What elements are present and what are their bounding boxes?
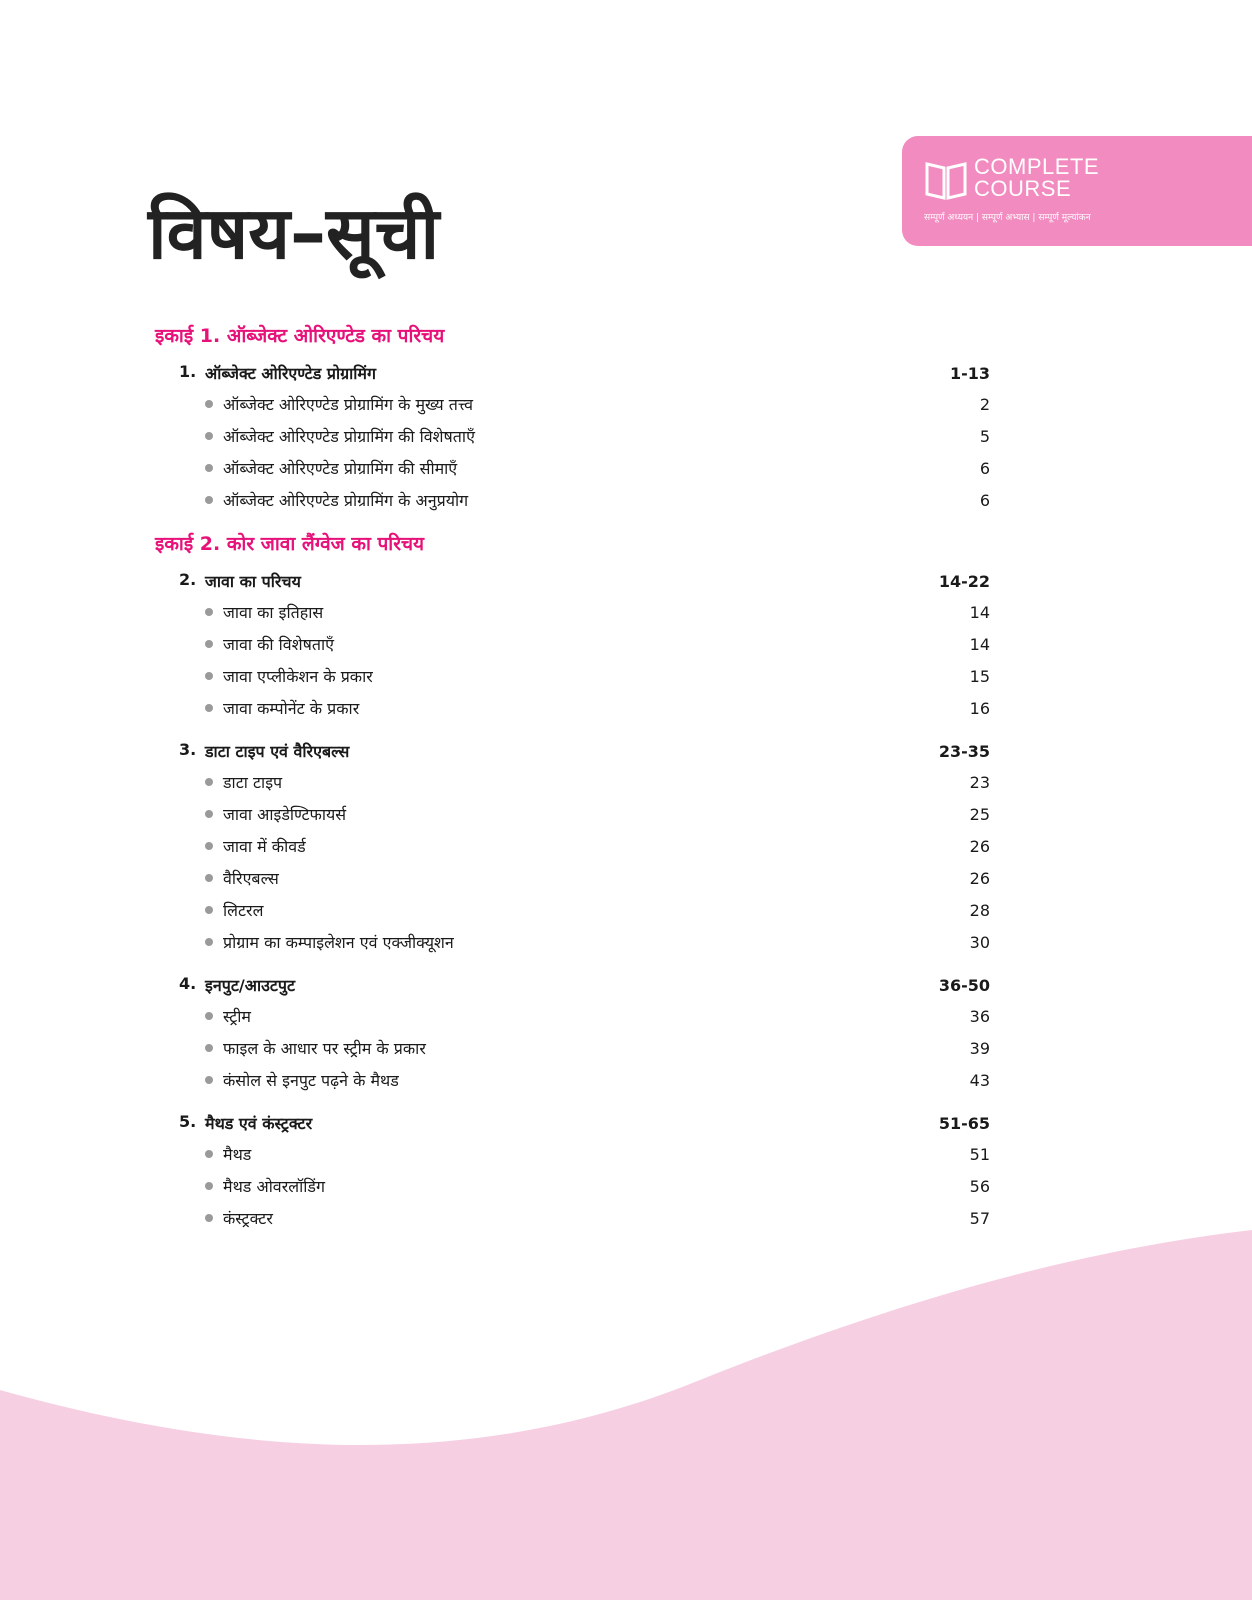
- chapter-title: [179, 1112, 312, 1134]
- topic-title: [205, 835, 306, 857]
- topic-name: कंस्ट्रक्टर: [223, 1209, 273, 1228]
- topic-row: [155, 894, 990, 926]
- chapter-page-range: 36-50: [938, 975, 990, 995]
- chapter-page-range: 51-65: [938, 1113, 990, 1133]
- chapter-title: [179, 974, 295, 996]
- topic-title: [205, 867, 279, 889]
- brand-badge: [902, 136, 1252, 246]
- topic-title: [205, 771, 282, 793]
- bullet-icon: [205, 1214, 213, 1222]
- topic-name: कंसोल से इनपुट पढ़ने के मैथड: [223, 1071, 399, 1090]
- brand-name-line2: COURSE: [974, 176, 1072, 201]
- topic-page-number: 14: [969, 602, 990, 622]
- chapter-block: [155, 736, 990, 958]
- unit-heading: इकाई 1. ऑब्जेक्ट ओरिएण्टेड का परिचय: [155, 325, 445, 347]
- open-book-icon: [924, 160, 968, 200]
- topic-name: लिटरल: [223, 901, 264, 920]
- topic-name: ऑब्जेक्ट ओरिएण्टेड प्रोग्रामिंग के मुख्य तत्त्व: [223, 395, 473, 414]
- chapter-number: 1.: [179, 362, 197, 381]
- topic-name: जावा की विशेषताएँ: [223, 635, 334, 654]
- chapter-row: [155, 736, 990, 766]
- chapter-page-range: 1-13: [949, 363, 990, 383]
- topic-page-number: 51: [969, 1144, 990, 1164]
- bullet-icon: [205, 778, 213, 786]
- chapter-page-range: 14-22: [938, 571, 990, 591]
- bullet-icon: [205, 400, 213, 408]
- topic-title: [205, 457, 457, 479]
- topic-title: [205, 1175, 325, 1197]
- page-title: विषय–सूची: [148, 191, 440, 275]
- bullet-icon: [205, 672, 213, 680]
- table-of-contents: [155, 322, 990, 1246]
- topic-name: फाइल के आधार पर स्ट्रीम के प्रकार: [223, 1039, 426, 1058]
- chapter-name: मैथड एवं कंस्ट्रक्टर: [205, 1114, 313, 1133]
- bullet-icon: [205, 1150, 213, 1158]
- topic-page-number: 57: [969, 1208, 990, 1228]
- topic-title: [205, 601, 323, 623]
- topic-row: [155, 452, 990, 484]
- topic-page-number: 43: [969, 1070, 990, 1090]
- topic-name: ऑब्जेक्ट ओरिएण्टेड प्रोग्रामिंग के अनुप्रयोग: [223, 491, 469, 510]
- topic-row: [155, 1202, 990, 1234]
- topic-title: [205, 899, 263, 921]
- bullet-icon: [205, 938, 213, 946]
- topic-title: [205, 1143, 251, 1165]
- chapter-row: [155, 1108, 990, 1138]
- chapter-name: इनपुट/आउटपुट: [205, 976, 296, 995]
- topic-title: [205, 425, 475, 447]
- bullet-icon: [205, 464, 213, 472]
- chapter-title: [179, 740, 349, 762]
- topic-name: स्ट्रीम: [223, 1007, 252, 1026]
- topic-row: [155, 830, 990, 862]
- chapter-block: [155, 358, 990, 516]
- topic-title: [205, 931, 454, 953]
- topic-row: [155, 798, 990, 830]
- topic-row: [155, 660, 990, 692]
- topic-title: [205, 633, 334, 655]
- brand-name-line1: COMPLETE: [974, 154, 1100, 179]
- chapter-title: [179, 570, 301, 592]
- topic-name: जावा कम्पोनेंट के प्रकार: [223, 699, 360, 718]
- topic-page-number: 28: [969, 900, 990, 920]
- bullet-icon: [205, 704, 213, 712]
- topic-row: [155, 484, 990, 516]
- background-wave: [0, 1230, 1252, 1600]
- bullet-icon: [205, 1182, 213, 1190]
- chapter-name: जावा का परिचय: [205, 572, 301, 591]
- topic-title: [205, 803, 346, 825]
- topic-page-number: 2: [979, 394, 990, 414]
- topic-name: जावा एप्लीकेशन के प्रकार: [223, 667, 373, 686]
- topic-row: [155, 1000, 990, 1032]
- chapter-number: 4.: [179, 974, 197, 993]
- chapter-page-range: 23-35: [938, 741, 990, 761]
- chapter-number: 5.: [179, 1112, 197, 1131]
- topic-row: [155, 420, 990, 452]
- topic-page-number: 6: [979, 490, 990, 510]
- topic-page-number: 6: [979, 458, 990, 478]
- chapter-number: 2.: [179, 570, 197, 589]
- topic-name: जावा का इतिहास: [223, 603, 324, 622]
- topic-title: [205, 1069, 399, 1091]
- topic-name: मैथड: [223, 1145, 252, 1164]
- topic-name: ऑब्जेक्ट ओरिएण्टेड प्रोग्रामिंग की विशेषताएँ: [223, 427, 475, 446]
- bullet-icon: [205, 1044, 213, 1052]
- topic-page-number: 56: [969, 1176, 990, 1196]
- unit-heading: इकाई 2. कोर जावा लैंग्वेज का परिचय: [155, 533, 425, 555]
- topic-page-number: 26: [969, 836, 990, 856]
- bullet-icon: [205, 842, 213, 850]
- topic-title: [205, 1005, 251, 1027]
- chapter-block: [155, 970, 990, 1096]
- topic-row: [155, 1032, 990, 1064]
- chapter-number: 3.: [179, 740, 197, 759]
- topic-row: [155, 926, 990, 958]
- topic-row: [155, 1138, 990, 1170]
- chapter-block: [155, 1108, 990, 1234]
- topic-title: [205, 1037, 426, 1059]
- topic-name: मैथड ओवरलॉडिंग: [223, 1177, 325, 1196]
- topic-name: जावा में कीवर्ड: [223, 837, 306, 856]
- topic-page-number: 5: [979, 426, 990, 446]
- topic-page-number: 30: [969, 932, 990, 952]
- bullet-icon: [205, 810, 213, 818]
- topic-row: [155, 388, 990, 420]
- chapter-title: [179, 362, 376, 384]
- topic-page-number: 16: [969, 698, 990, 718]
- topic-title: [205, 489, 468, 511]
- topic-page-number: 36: [969, 1006, 990, 1026]
- chapter-name: ऑब्जेक्ट ओरिएण्टेड प्रोग्रामिंग: [205, 364, 376, 383]
- topic-title: [205, 665, 373, 687]
- topic-row: [155, 766, 990, 798]
- topic-row: [155, 628, 990, 660]
- topic-page-number: 15: [969, 666, 990, 686]
- chapter-row: [155, 358, 990, 388]
- topic-row: [155, 596, 990, 628]
- chapter-row: [155, 970, 990, 1000]
- topic-title: [205, 697, 359, 719]
- bullet-icon: [205, 608, 213, 616]
- topic-page-number: 26: [969, 868, 990, 888]
- topic-title: [205, 393, 473, 415]
- chapter-row: [155, 566, 990, 596]
- topic-name: जावा आइडेण्टिफायर्स: [223, 805, 347, 824]
- bullet-icon: [205, 1076, 213, 1084]
- bullet-icon: [205, 874, 213, 882]
- bullet-icon: [205, 496, 213, 504]
- topic-row: [155, 862, 990, 894]
- topic-page-number: 14: [969, 634, 990, 654]
- topic-name: ऑब्जेक्ट ओरिएण्टेड प्रोग्रामिंग की सीमाएँ: [223, 459, 458, 478]
- chapter-name: डाटा टाइप एवं वैरिएबल्स: [205, 742, 350, 761]
- topic-name: वैरिएबल्स: [223, 869, 279, 888]
- brand-tagline: सम्पूर्ण अध्ययन | सम्पूर्ण अभ्यास | सम्पूर्ण मूल्यांकन: [924, 213, 1091, 223]
- chapter-block: [155, 566, 990, 724]
- bullet-icon: [205, 640, 213, 648]
- topic-page-number: 25: [969, 804, 990, 824]
- bullet-icon: [205, 432, 213, 440]
- topic-name: प्रोग्राम का कम्पाइलेशन एवं एक्जीक्यूशन: [223, 933, 454, 952]
- topic-row: [155, 692, 990, 724]
- topic-page-number: 23: [969, 772, 990, 792]
- bullet-icon: [205, 906, 213, 914]
- topic-name: डाटा टाइप: [223, 773, 283, 792]
- topic-row: [155, 1170, 990, 1202]
- bullet-icon: [205, 1012, 213, 1020]
- topic-page-number: 39: [969, 1038, 990, 1058]
- topic-title: [205, 1207, 273, 1229]
- topic-row: [155, 1064, 990, 1096]
